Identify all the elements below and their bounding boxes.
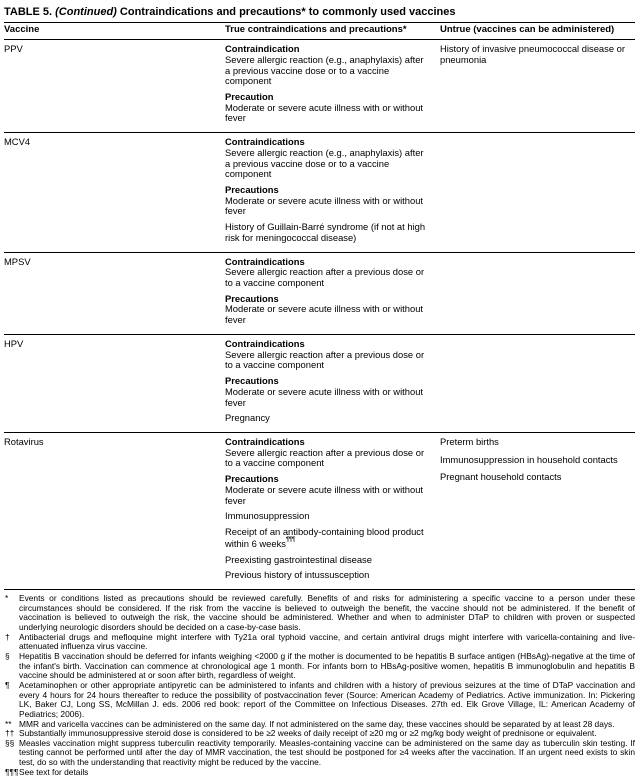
entry-text: Severe allergic reaction after a previous dose or to a vaccine component (225, 446, 425, 469)
footnote-text: See text for details (19, 766, 89, 777)
entry-text: Moderate or severe acute illness with or without fever (225, 303, 424, 326)
entry-block (225, 92, 426, 124)
footnote (4, 633, 635, 652)
entry-text: Moderate or severe acute illness with or without fever (225, 385, 424, 408)
entry-heading: Precaution (225, 90, 274, 102)
entry-block (225, 339, 426, 371)
entry-text: Previous history of intussusception (225, 569, 370, 581)
footnote-text: MMR and varicella vaccines can be administered on the same day. If not administered on the same day, these vaccines should be separated by at least 28 days. (19, 718, 615, 729)
footnote (4, 594, 635, 633)
entry-block (225, 511, 426, 522)
footnotes (4, 590, 635, 780)
entry-heading: Precautions (225, 292, 279, 304)
footnote-text: Acetaminophen or other appropriate antipyretic can be administered to infants and children with a history of previous seizures at the time of DTaP vaccination and every 4 hours for 24 hours thereafter to reduce the possibility of postvaccination fever (Source: American Academy of Pediatrics. Active immunization. In: Pickering LK, Baker CJ, Long SS, McMillan J. eds. 2006 red book: report of the Committee on Infectious Diseases. 27th ed. Elk Grove Village, IL: American Academy of Pediatrics; 2006). (19, 679, 635, 719)
footnote-marker: ¶¶¶ (5, 766, 19, 777)
footnote (4, 681, 635, 720)
entry-block (225, 474, 426, 506)
table-row (4, 133, 635, 252)
entry-block (225, 257, 426, 289)
untrue-cell (440, 437, 635, 581)
entry-text: Preexisting gastrointestinal disease (225, 553, 372, 565)
column-header-vaccine: Vaccine (4, 24, 40, 36)
entry-block (225, 185, 426, 217)
untrue-item: Preterm births (440, 435, 499, 447)
table-title-text: Contraindications and precautions* to commonly used vaccines (119, 6, 456, 18)
entry-heading: Contraindications (225, 255, 305, 267)
entry-heading: Precautions (225, 184, 279, 196)
vaccine-name: HPV (4, 337, 24, 349)
entry-block (225, 222, 426, 243)
table-number: TABLE 5. (4, 6, 53, 18)
entry-block (225, 413, 426, 424)
untrue-item: Pregnant household contacts (440, 471, 562, 483)
table-header-row (4, 22, 635, 40)
entry-text: Severe allergic reaction (e.g., anaphylaxis) after a previous vaccine dose or to a vaccine component (225, 146, 424, 180)
footnote-marker: † (5, 631, 10, 642)
entry-heading: Contraindication (225, 43, 300, 55)
untrue-cell (440, 339, 635, 424)
entry-text: Receipt of an antibody-containing blood product within 6 weeks¶¶¶ (225, 525, 424, 549)
vaccine-name: PPV (4, 43, 23, 55)
column-header-untrue: Untrue (vaccines can be administered) (440, 24, 615, 36)
entry-text: Severe allergic reaction after a previous dose or to a vaccine component (225, 348, 425, 371)
untrue-item: History of invasive pneumococcal disease or pneumonia (440, 43, 625, 65)
footnote-text: Hepatitis B vaccination should be deferred for infants weighing <2000 g if the mother is documented to be hepatitis B surface antigen (HBsAg)-negative at the time of the infant's birth. Vaccination can commence at chronological age 1 month. For infants born to HBsAg-positive women, hepatitis B immunoglobulin and hepatitis B vaccine should be administered at or soon after birth, regardless of weight. (19, 650, 635, 681)
footnote-text: Antibacterial drugs and mefloquine might interfere with Ty21a oral typhoid vaccine, and certain antiviral drugs might interfere with varicella-containing and live-attenuated influenza virus vaccine. (19, 631, 635, 652)
untrue-item: Immunosuppression in household contacts (440, 453, 618, 465)
entry-heading: Precautions (225, 473, 279, 485)
untrue-cell (440, 137, 635, 243)
true-contraindications-cell (225, 339, 440, 424)
entry-heading: Contraindications (225, 337, 305, 349)
entry-text: Moderate or severe acute illness with or without fever (225, 483, 424, 506)
vaccine-name: Rotavirus (4, 435, 44, 447)
vaccine-name: MCV4 (4, 136, 31, 148)
table-row (4, 335, 635, 433)
entry-text: Severe allergic reaction (e.g., anaphylaxis) after a previous vaccine dose or to a vaccine component (225, 53, 424, 87)
table-continued-label: (Continued) (55, 6, 117, 18)
footnote-marker: §§ (5, 737, 15, 748)
footnote-marker: ** (5, 718, 12, 729)
footnote-text: Measles vaccination might suppress tuberculin reactivity temporarily. Measles-containing vaccine can be administered on the same day as tuberculin skin testing. If testing cannot be performed until after the day of MMR vaccination, the test should be postponed for ≥4 weeks after the vaccination. If an urgent need exists to skin test, do so with the understanding that reactivity might be reduced by the vaccine. (19, 737, 635, 768)
table-body (4, 40, 635, 590)
table-row (4, 253, 635, 335)
entry-block (225, 437, 426, 469)
entry-block (225, 570, 426, 581)
footnote-marker: ¶ (5, 679, 10, 690)
entry-block (225, 137, 426, 180)
entry-text: Pregnancy (225, 412, 270, 424)
entry-text: Moderate or severe acute illness with or without fever (225, 101, 424, 124)
entry-text: Moderate or severe acute illness with or without fever (225, 194, 424, 217)
footnote (4, 652, 635, 681)
entry-text: Immunosuppression (225, 510, 310, 522)
table-row (4, 40, 635, 133)
entry-block (225, 294, 426, 326)
true-contraindications-cell (225, 437, 440, 581)
entry-block (225, 527, 426, 550)
true-contraindications-cell (225, 257, 440, 326)
entry-heading: Contraindications (225, 435, 305, 447)
column-header-true-contraindications: True contraindications and precautions* (225, 24, 407, 36)
true-contraindications-cell (225, 44, 440, 124)
entry-block (225, 555, 426, 566)
entry-text: History of Guillain-Barré syndrome (if not at high risk for meningococcal disease) (225, 221, 426, 243)
footnote (4, 768, 635, 778)
table-title (4, 6, 635, 19)
entry-heading: Contraindications (225, 136, 305, 148)
footnote-text: Substantially immunosuppressive steroid dose is considered to be ≥2 weeks of daily receipt of ≥20 mg or ≥2 mg/kg body weight of prednisone or equivalent. (19, 728, 597, 739)
footnote-marker: †† (5, 728, 15, 739)
entry-block (225, 44, 426, 87)
entry-heading: Precautions (225, 375, 279, 387)
footnote-text: Events or conditions listed as precautions should be reviewed carefully. Benefits of and risks for administering a specific vaccine to a person under these circumstances should be considered. If the risk from the vaccine is believed to outweigh the benefit, the vaccine should not be administered. If the benefit of vaccination is believed to outweigh the risk, the vaccine should be administered. Whether and when to administer DTaP to children with proven or suspected underlying neurologic disorders should be decided on a case-by-case basis. (19, 592, 635, 632)
entry-text: Severe allergic reaction after a previous dose or to a vaccine component (225, 266, 425, 289)
footnote-marker: § (5, 650, 10, 661)
footnote-ref: ¶¶¶ (285, 535, 295, 543)
true-contraindications-cell (225, 137, 440, 243)
entry-block (225, 376, 426, 408)
untrue-cell (440, 257, 635, 326)
vaccine-name: MPSV (4, 255, 31, 267)
footnote (4, 739, 635, 768)
table-row (4, 433, 635, 590)
footnote-marker: * (5, 592, 9, 603)
untrue-cell (440, 44, 635, 124)
